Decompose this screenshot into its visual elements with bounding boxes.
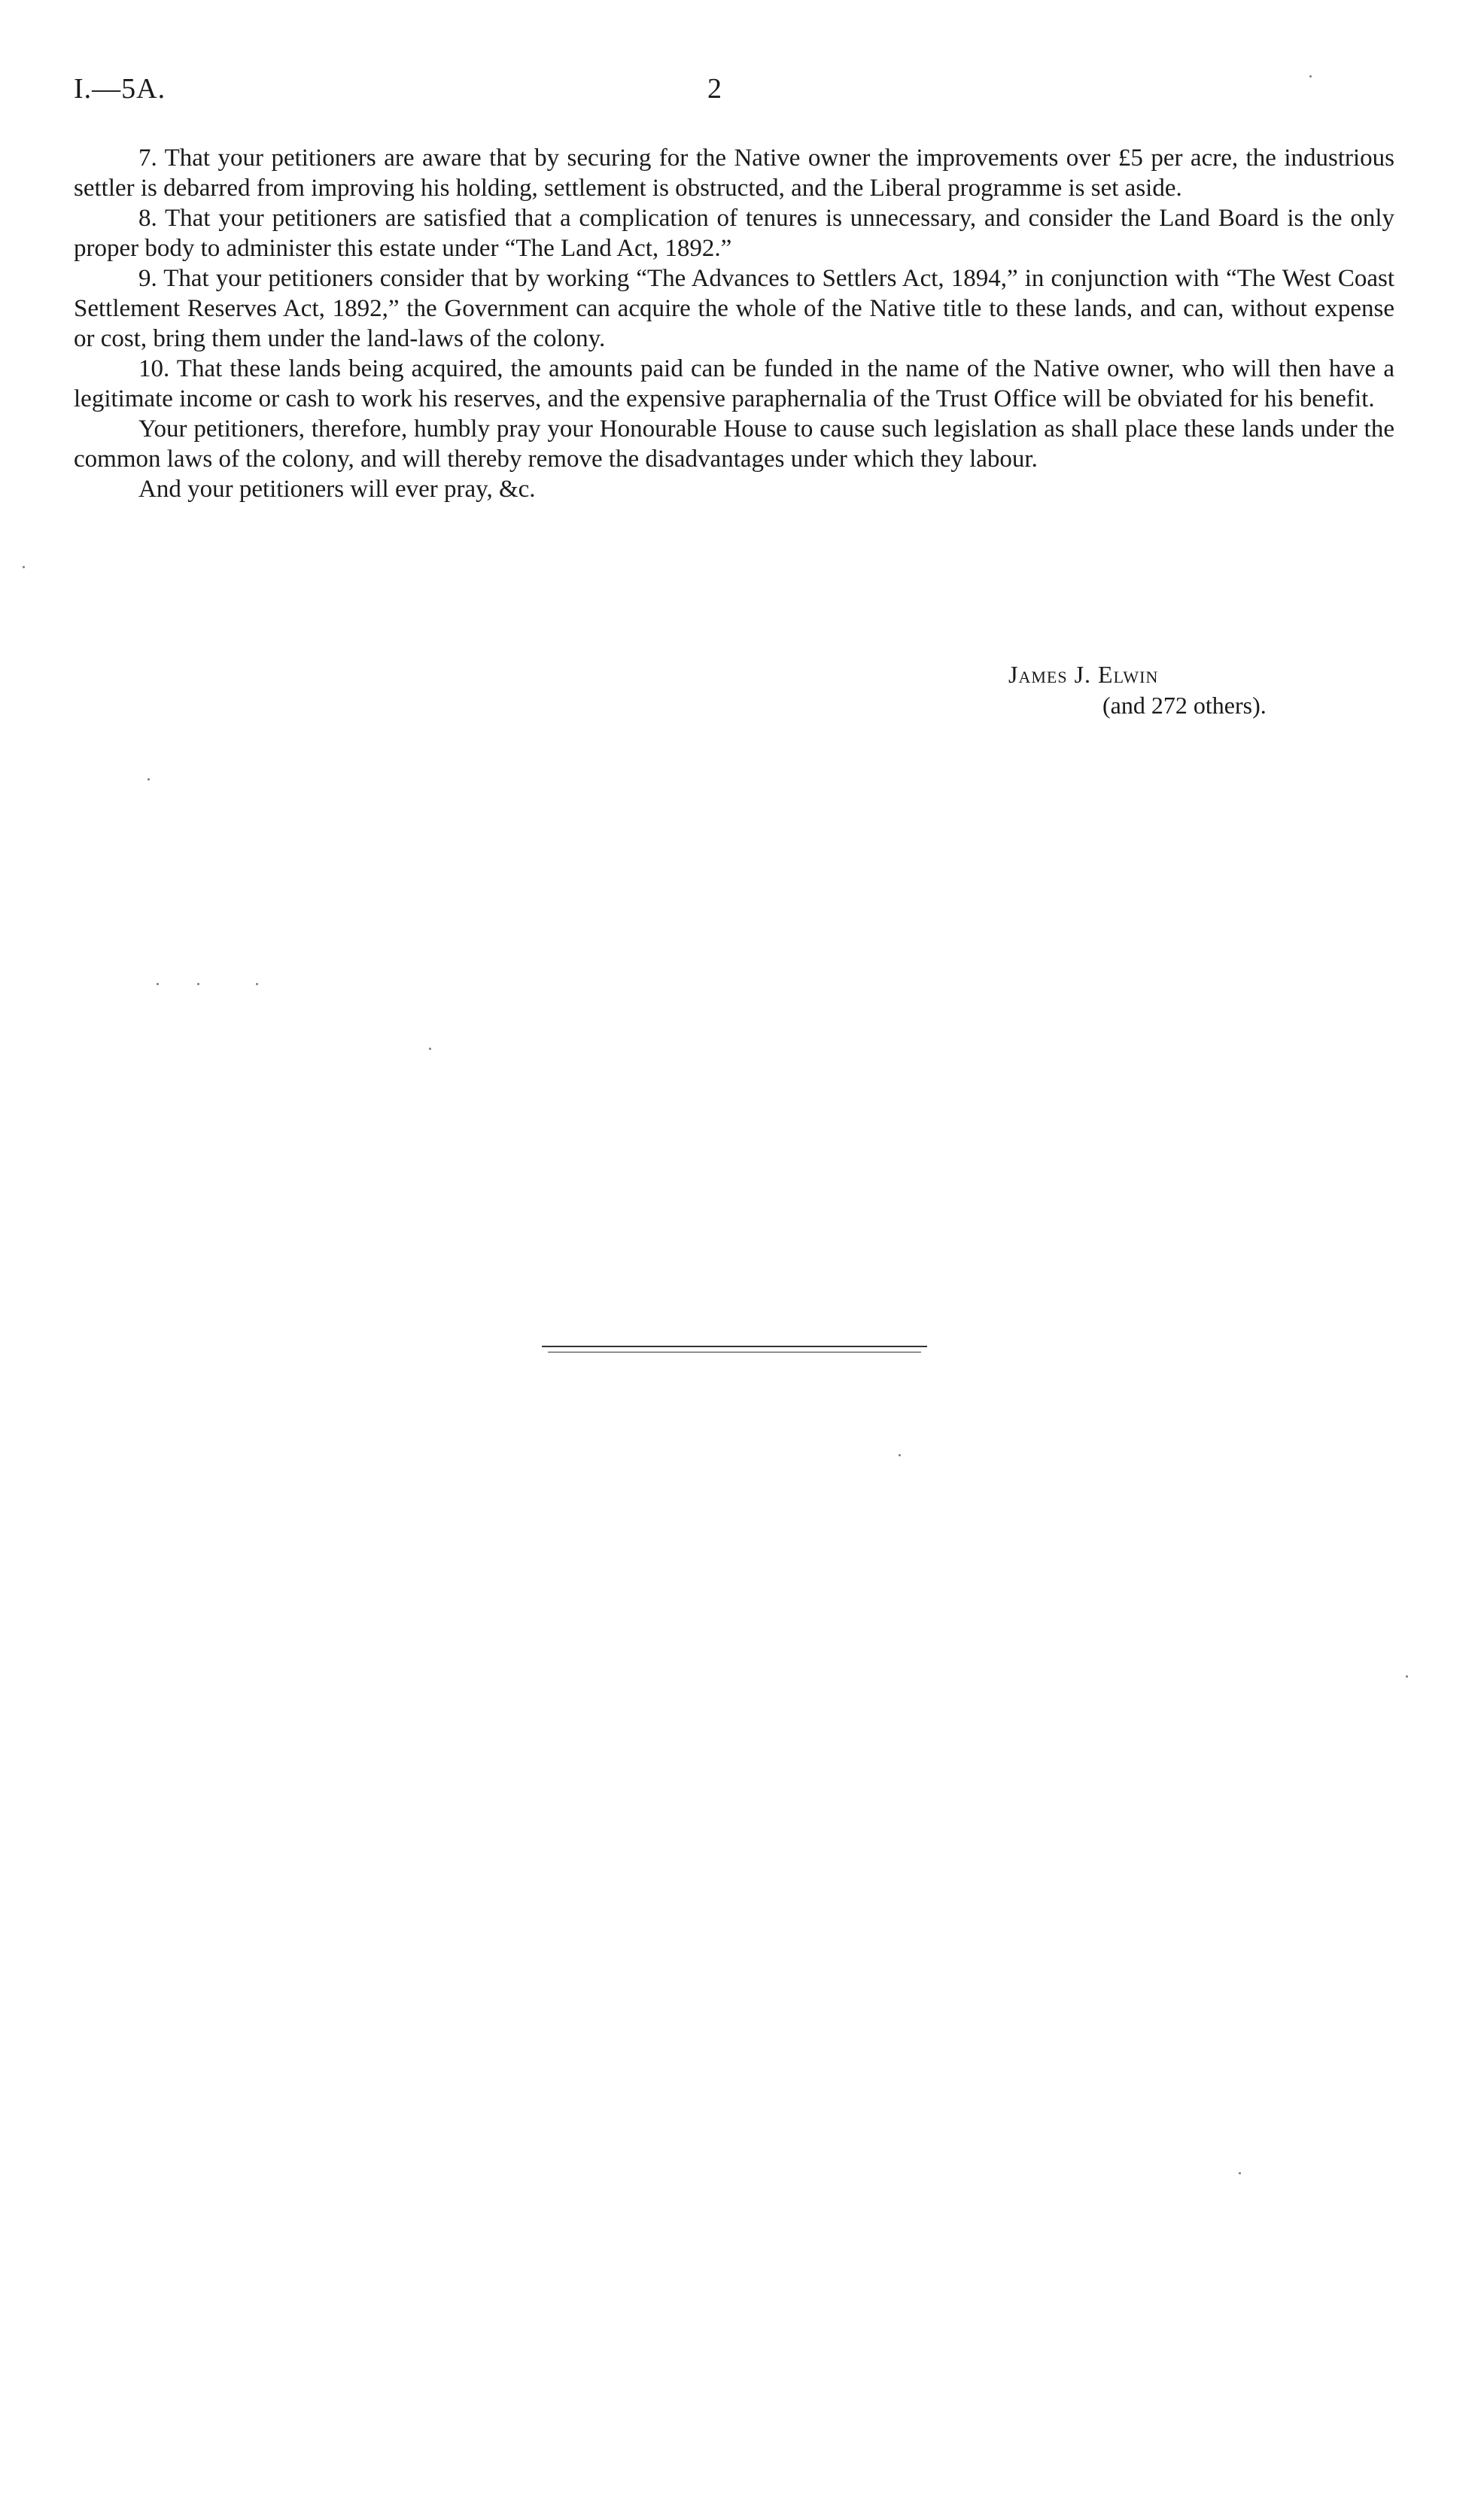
paper-speck: [1239, 2172, 1241, 2174]
prayer-paragraph: Your petitioners, therefore, humbly pray your Honourable House to cause such legislation as shall place these lands under the common laws of the colony, and will thereby remove the disadvantages under which they labour.: [74, 415, 1394, 473]
signatory-name: James J. Elwin: [1008, 661, 1159, 688]
paragraph-8: 8. That your petitioners are satisfied that a complication of tenures is unnecessary, and consider the Land Board is the only proper body to administer this estate under “The Land Act, 1892.”: [74, 205, 1394, 262]
paper-speck: [197, 983, 199, 985]
paragraph-9: 9. That your petitioners consider that by working “The Advances to Settlers Act, 1894,” in conjunction with “The West Coast Settlement Reserves Act, 1892,” the Government can acquire the whole of the Native title to these lands, and can, without expense or cost, bring them under the land-laws of the colony.: [74, 265, 1394, 352]
closing-paragraph: And your petitioners will ever pray, &c.: [138, 476, 536, 503]
paragraph-10: 10. That these lands being acquired, the amounts paid can be funded in the name of the Native owner, who will then have a legitimate income or cash to work his reserves, and the expensive paraphernalia of the Trust Office will be obviated for his benefit.: [74, 355, 1394, 412]
paper-speck: [899, 1454, 901, 1456]
page-number: 2: [707, 73, 722, 105]
paper-speck: [147, 778, 150, 780]
end-rule: [542, 1346, 927, 1347]
paper-speck: [1309, 75, 1312, 78]
paper-speck: [429, 1048, 431, 1050]
paper-speck: [157, 983, 159, 985]
document-reference: I.—5A.: [74, 73, 166, 105]
paper-speck: [1406, 1675, 1408, 1678]
paper-speck: [23, 566, 25, 568]
petition-body: [74, 143, 1394, 504]
signature-block: [1008, 659, 1267, 721]
paragraph-7: 7. That your petitioners are aware that by securing for the Native owner the improvements over £5 per acre, the industrious settler is debarred from improving his holding, settlement is obstructed, and the Liberal programme is set aside.: [74, 145, 1394, 202]
signatory-count: (and 272 others).: [1102, 692, 1267, 719]
paper-speck: [256, 983, 258, 985]
